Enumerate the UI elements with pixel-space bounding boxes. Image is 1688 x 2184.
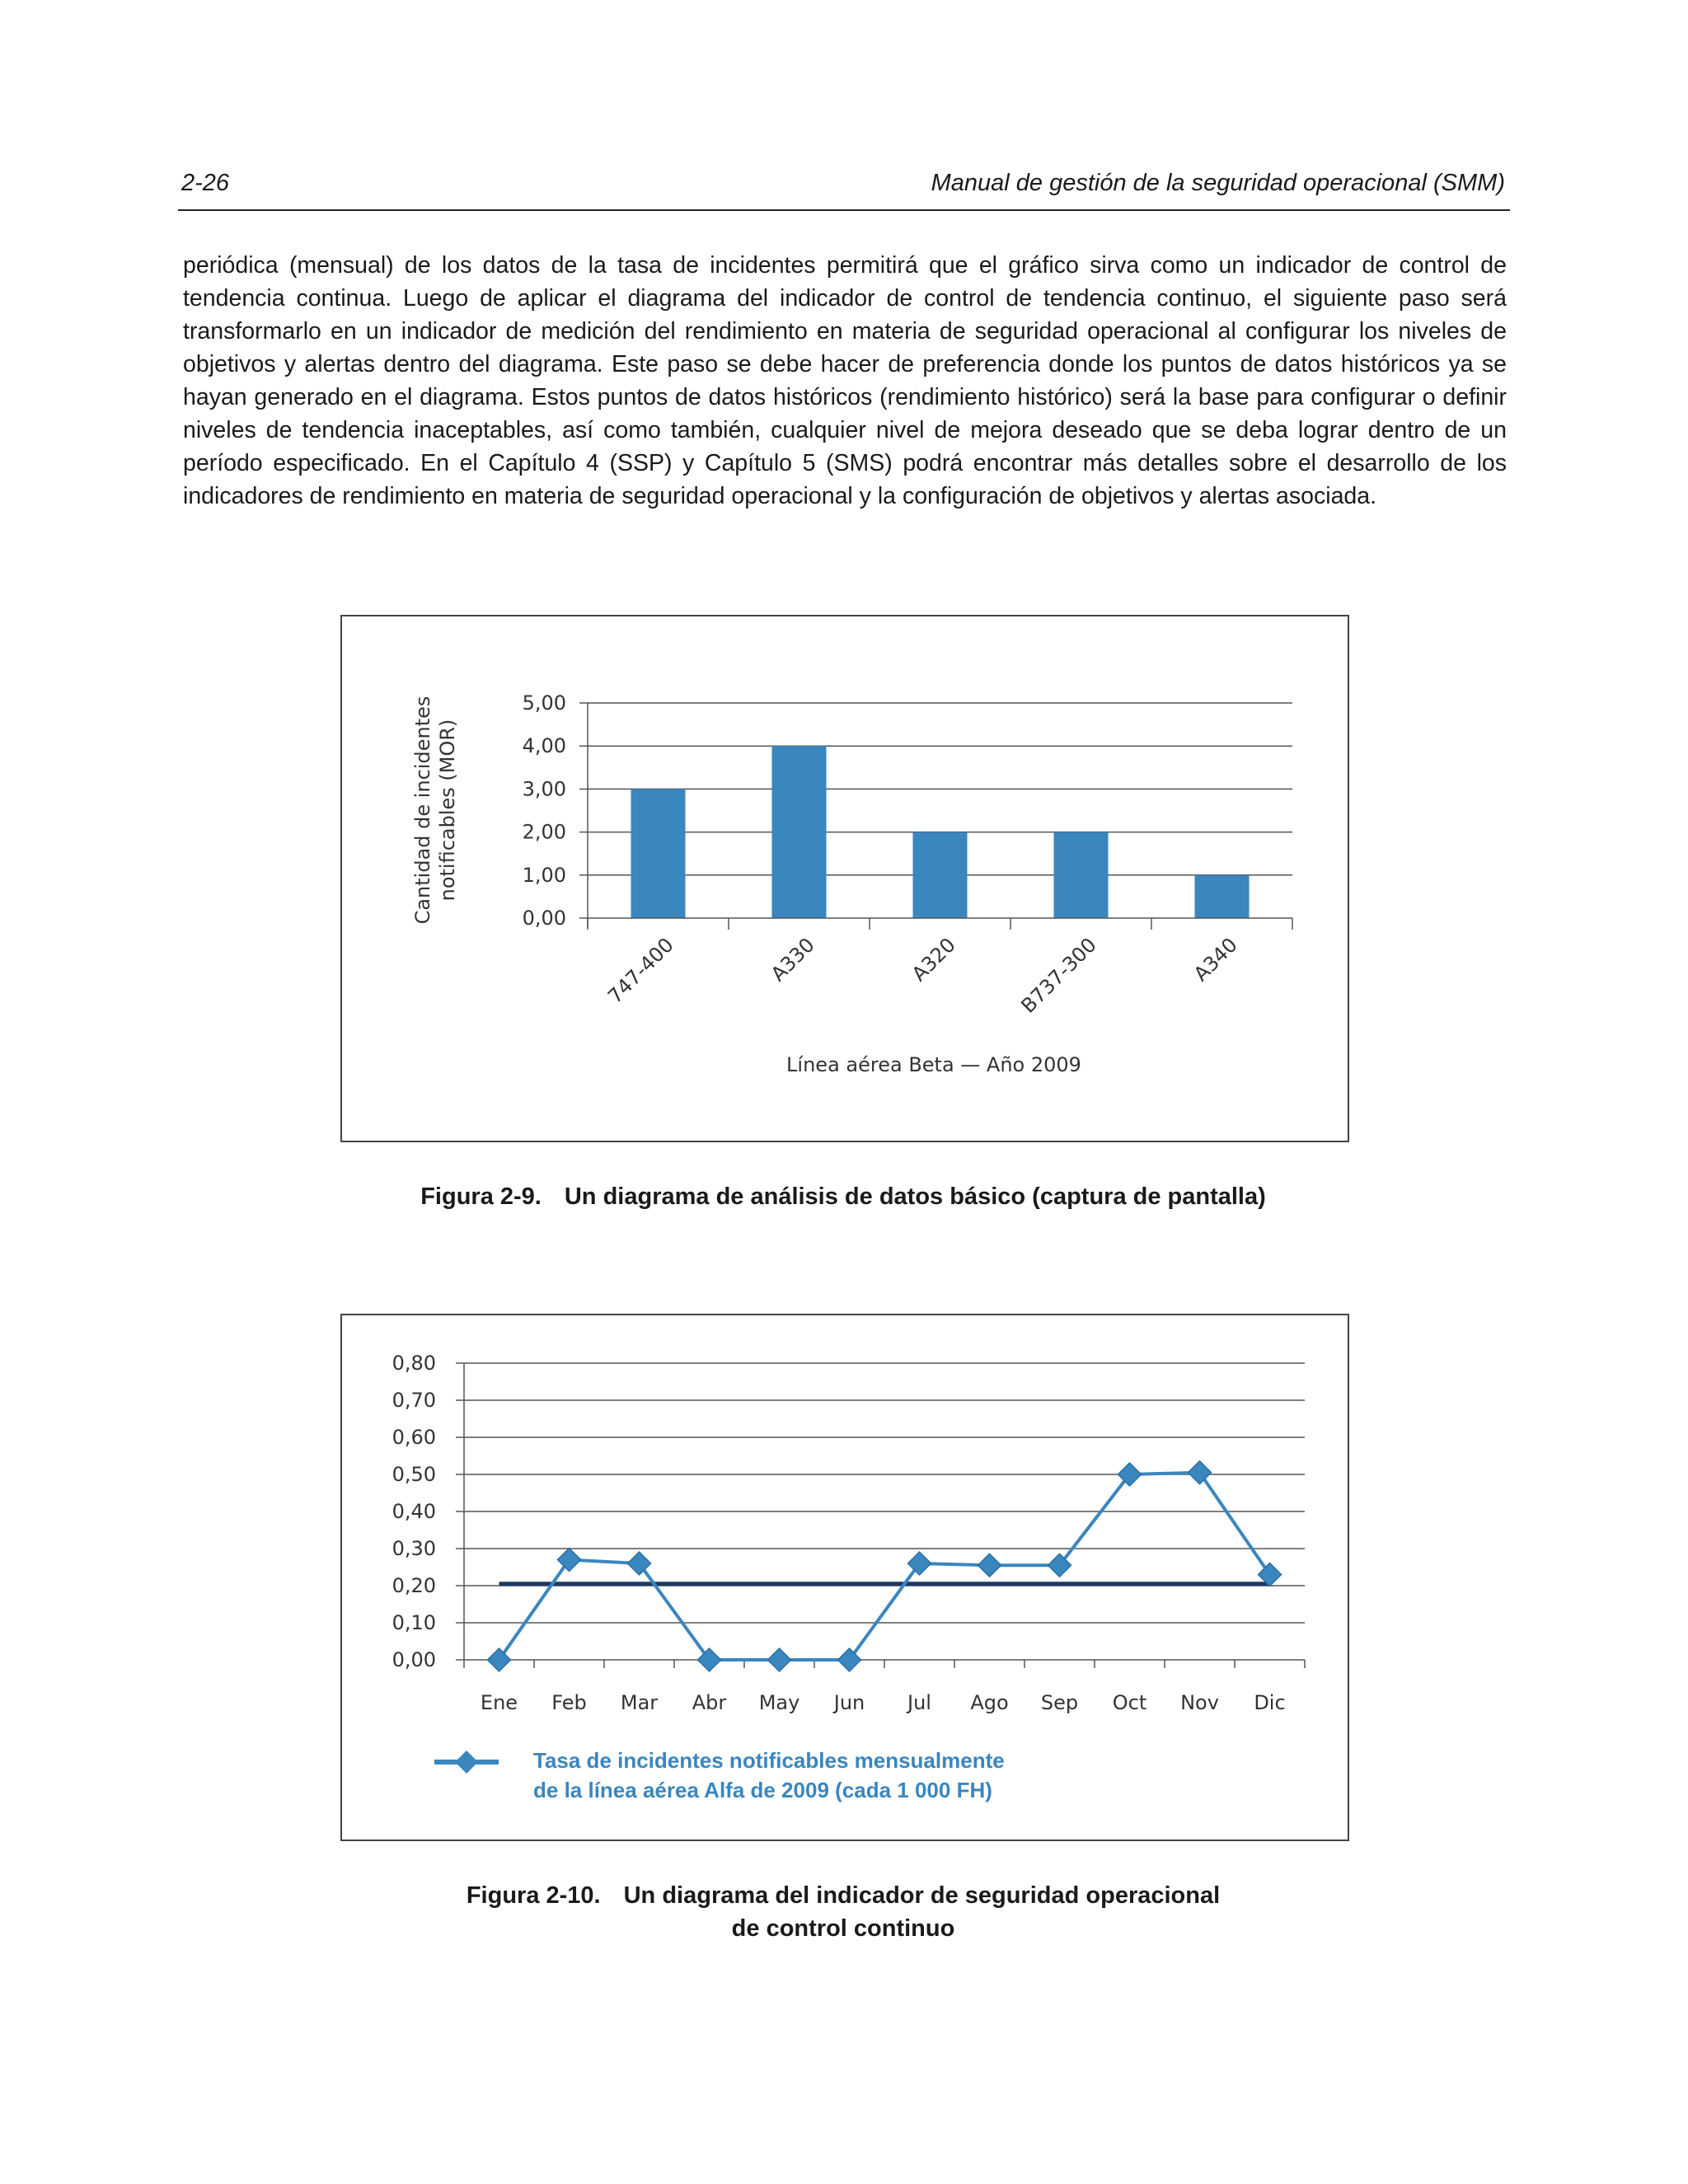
series-line	[499, 1473, 1270, 1660]
y-tick-label: 0,80	[392, 1352, 436, 1375]
bar	[913, 832, 968, 918]
y-tick-label: 0,50	[392, 1463, 436, 1486]
figure-2-10-number: Figura 2-10.	[466, 1882, 601, 1909]
y-axis-title-line1: Cantidad de incidentes	[411, 696, 434, 925]
y-tick-label: 5,00	[522, 691, 566, 715]
figure-2-10-title-line1: Un diagrama del indicador de seguridad operacional	[623, 1882, 1221, 1909]
x-tick-label: A340	[1189, 933, 1242, 987]
x-tick-label: Sep	[1040, 1691, 1079, 1714]
bar-chart	[342, 616, 1348, 1141]
x-tick-label: Dic	[1254, 1691, 1286, 1714]
x-tick-label: Ago	[970, 1691, 1009, 1714]
x-tick-label: A320	[907, 933, 960, 987]
y-tick-label: 2,00	[522, 820, 566, 844]
data-point	[838, 1648, 861, 1671]
figure-2-9-number: Figura 2-9.	[420, 1183, 542, 1210]
bar	[1054, 832, 1109, 918]
x-axis-title: Línea aérea Beta — Año 2009	[786, 1053, 1081, 1076]
legend-label-line2: de la línea aérea Alfa de 2009 (cada 1 000 FH)	[533, 1778, 992, 1802]
x-tick-label: Abr	[692, 1691, 727, 1714]
legend-label-line1: Tasa de incidentes notificables mensualmente	[533, 1748, 1005, 1773]
bar	[772, 746, 827, 918]
x-tick-label: A330	[766, 933, 819, 987]
y-tick-label: 0,00	[392, 1648, 436, 1671]
x-tick-label: Oct	[1112, 1691, 1147, 1714]
data-point	[978, 1554, 1001, 1577]
bar	[631, 789, 686, 918]
y-tick-label: 0,70	[392, 1389, 436, 1412]
data-point	[558, 1549, 581, 1572]
data-point	[698, 1648, 721, 1671]
y-tick-label: 4,00	[522, 734, 566, 758]
x-tick-label: Mar	[620, 1691, 659, 1714]
y-tick-label: 0,10	[392, 1611, 436, 1634]
data-point	[908, 1552, 931, 1575]
page-header	[178, 162, 1510, 211]
y-tick-label: 0,20	[392, 1574, 436, 1597]
data-point	[1189, 1461, 1212, 1484]
data-point	[488, 1648, 511, 1671]
x-tick-label: Ene	[480, 1691, 518, 1714]
figure-2-9-caption	[340, 1180, 1346, 1213]
data-point	[768, 1648, 791, 1671]
legend-marker	[455, 1750, 478, 1774]
y-axis-title	[411, 696, 459, 925]
bar	[1195, 875, 1250, 918]
x-tick-label: B737-300	[1016, 933, 1101, 1018]
figure-2-10-caption	[340, 1879, 1346, 1945]
x-tick-label: Nov	[1180, 1691, 1219, 1714]
x-tick-label: Jul	[907, 1691, 931, 1714]
data-point	[628, 1552, 651, 1575]
x-tick-label: 747-400	[603, 933, 678, 1009]
line-chart	[342, 1315, 1348, 1840]
y-axis-title-line2: notificables (MOR)	[436, 719, 459, 902]
body-paragraph: periódica (mensual) de los datos de la tasa de incidentes permitirá que el gráfico sirva como un indicador de control de tendencia continua. Luego de aplicar el diagrama del indicador de control de tendencia continuo, el siguiente paso será transformarlo en un indicador de medición del rendimiento en materia de seguridad operacional al configurar los niveles de objetivos y alertas dentro del diagrama. Este paso se debe hacer de preferencia donde los puntos de datos históricos ya se hayan generado en el diagrama. Estos puntos de datos históricos (rendimiento histórico) será la base para configurar o definir niveles de tendencia inaceptables, así como también, cualquier nivel de mejora deseado que se deba lograr dentro de un período especificado. En el Capítulo 4 (SSP) y Capítulo 5 (SMS) podrá encontrar más detalles sobre el desarrollo de los indicadores de rendimiento en materia de seguridad operacional y la configuración de objetivos y alertas asociada.	[183, 252, 1507, 509]
y-tick-label: 3,00	[522, 777, 566, 801]
figure-2-9-chart	[340, 615, 1349, 1142]
page-number: 2-26	[181, 170, 230, 196]
y-tick-label: 0,40	[392, 1500, 436, 1523]
figure-2-9-title: Un diagrama de análisis de datos básico (captura de pantalla)	[564, 1183, 1266, 1210]
figure-2-10-title-line2: de control continuo	[731, 1915, 955, 1942]
x-tick-label: Feb	[551, 1691, 587, 1714]
y-tick-label: 1,00	[522, 863, 566, 887]
x-tick-label: May	[758, 1691, 800, 1714]
y-tick-label: 0,00	[522, 907, 566, 930]
figure-2-10-chart	[340, 1314, 1349, 1841]
y-tick-label: 0,60	[392, 1426, 436, 1449]
y-tick-label: 0,30	[392, 1537, 436, 1560]
running-title: Manual de gestión de la seguridad operacional (SMM)	[931, 170, 1505, 196]
x-tick-label: Jun	[833, 1691, 865, 1714]
